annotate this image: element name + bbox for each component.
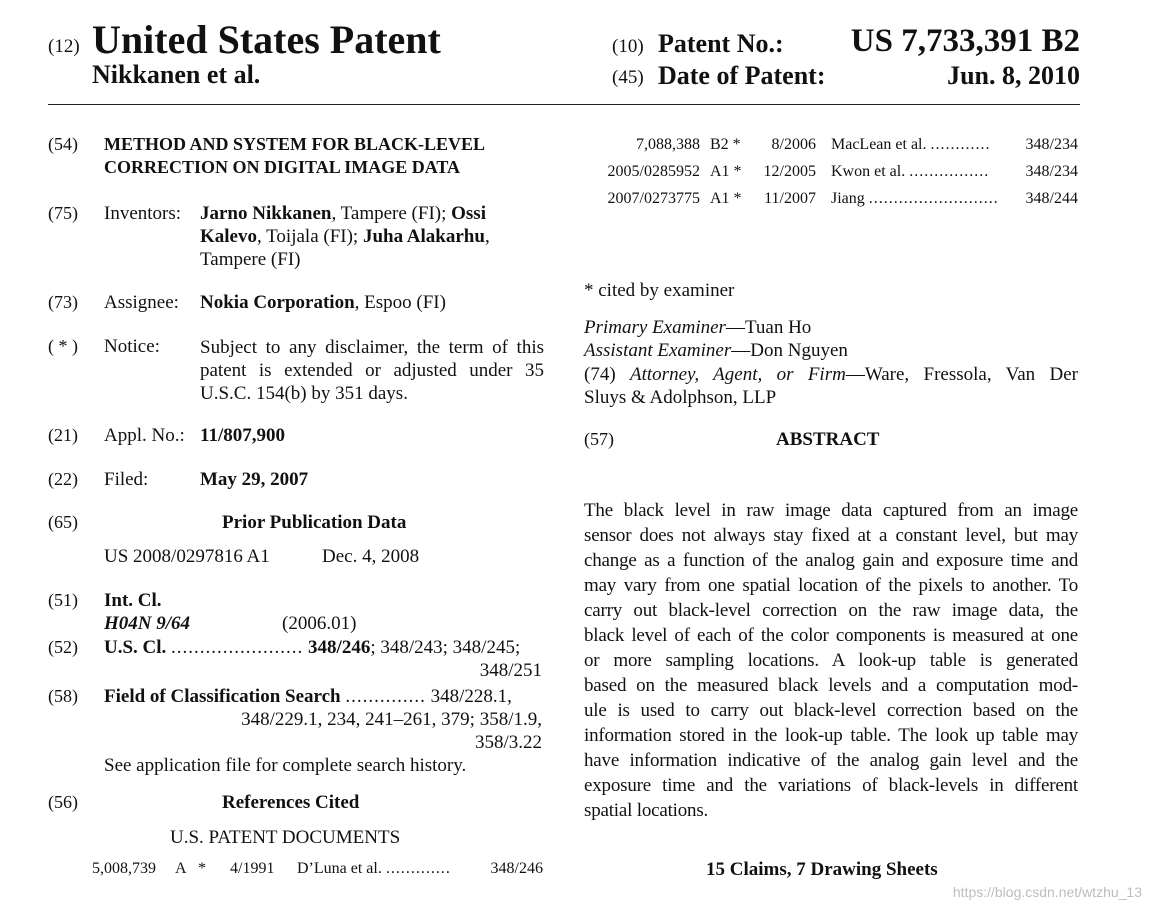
attorney-line1 [584, 363, 1078, 386]
ref-1-kind: B2 * [710, 136, 741, 153]
attorney-firm-part1: —Ware, Fressola, Van Der [845, 364, 1079, 385]
abstract-line: carry out black-level correction on the raw image data, the [584, 600, 1078, 621]
filed-code: (22) [48, 469, 78, 489]
ref-left-inventor: D’Luna et al. [297, 860, 382, 877]
attorney-line2: Sluys & Adolphson, LLP [584, 387, 777, 408]
ref-3-kind: A1 * [710, 190, 742, 207]
notice-text [200, 336, 544, 405]
ref-3-number: 2007/0273775 [607, 190, 700, 207]
ref-2-class: 348/234 [1025, 163, 1078, 180]
header-rule [48, 104, 1080, 105]
invention-title-line2: CORRECTION ON DIGITAL IMAGE DATA [104, 157, 461, 177]
ref-left-name [297, 860, 451, 878]
intcl-label: Int. Cl. [104, 590, 162, 611]
inventor-2-first: Ossi [451, 203, 486, 224]
uscl-line2: 348/251 [479, 660, 542, 681]
uscl-leader: ....................... [171, 637, 304, 658]
assignee [200, 292, 446, 314]
assistant-examiner-label: Assistant Examiner [584, 340, 732, 361]
inventor-short: Nikkanen et al. [92, 60, 261, 89]
ref-2-leader: ................ [909, 163, 990, 180]
attorney-label: Attorney, Agent, or Firm [630, 364, 846, 385]
invention-title-line1: METHOD AND SYSTEM FOR BLACK-LEVEL [104, 134, 486, 154]
ref-3-inventor: Jiang [831, 190, 865, 207]
ref-3-name [831, 190, 999, 208]
attorney [584, 363, 1078, 409]
refs-code: (56) [48, 792, 78, 812]
code-45: (45) [612, 67, 644, 88]
notice-code: ( * ) [48, 336, 78, 356]
primary-examiner-name: —Tuan Ho [725, 317, 812, 338]
abstract-code: (57) [584, 429, 614, 449]
patent-number: US 7,733,391 B2 [850, 23, 1080, 59]
uscl-rest: ; 348/243; 348/245; [370, 637, 521, 658]
doc-type-title: United States Patent [92, 17, 441, 62]
attorney-code: (74) [584, 364, 616, 385]
abstract-line: ule is used to carry out black-level correction based on the [584, 700, 1078, 721]
assignee-location: , Espoo (FI) [354, 292, 446, 313]
prior-date: Dec. 4, 2008 [322, 546, 420, 567]
prior-heading: Prior Publication Data [222, 512, 407, 533]
prior-code: (65) [48, 512, 78, 532]
inventor-3-location: Tampere (FI) [200, 249, 301, 270]
inventor-3-name: Juha Alakarhu [362, 226, 485, 247]
assignee-name: Nokia Corporation [200, 292, 355, 313]
ref-2-inventor: Kwon et al. [831, 163, 906, 180]
field-code: (58) [48, 686, 78, 706]
ref-1-inventor: MacLean et al. [831, 136, 927, 153]
notice-line-1: Subject to any disclaimer, the term of this [200, 337, 544, 358]
abstract-line: exposure time and the variations of black-levels in different [584, 775, 1078, 796]
field-line2: 348/229.1, 234, 241–261, 379; 358/1.9, [241, 709, 542, 730]
ref-2-date: 12/2005 [763, 163, 816, 180]
intcl-class: H04N 9/64 [104, 613, 191, 634]
primary-examiner [584, 317, 811, 339]
appl-label: Appl. No.: [104, 425, 185, 446]
patent-date: Jun. 8, 2010 [947, 61, 1080, 90]
inventors-line2 [200, 226, 490, 248]
ref-3-leader: .......................... [868, 190, 999, 207]
ref-left-date: 4/1991 [230, 860, 275, 877]
field-note: See application file for complete search history. [104, 755, 467, 776]
abstract-text [584, 498, 1078, 823]
watermark: https://blog.csdn.net/wtzhu_13 [952, 884, 1142, 900]
abstract-line: black level of each of the color components is measured at one [584, 625, 1078, 646]
patent-no-label: Patent No.: [658, 29, 784, 58]
cited-note: * cited by examiner [584, 280, 735, 301]
inventors-label: Inventors: [104, 203, 182, 224]
us-docs-heading: U.S. PATENT DOCUMENTS [170, 827, 401, 848]
assignee-label: Assignee: [104, 292, 179, 313]
inventor-1-name: Jarno Nikkanen [200, 203, 332, 224]
ref-left-kind: A [175, 860, 187, 877]
field-label: Field of Classification Search [104, 686, 341, 707]
abstract-line: The black level in raw image data captured from an image [584, 500, 1078, 521]
abstract-line: information stored in the look-up table. The look up table may [584, 725, 1078, 746]
ref-2-kind: A1 * [710, 163, 742, 180]
ref-left-star: * [198, 860, 206, 877]
inventors-code: (75) [48, 203, 78, 223]
inventors-line1 [200, 203, 486, 225]
inventor-3-sep: , [484, 226, 490, 247]
intcl-version: (2006.01) [282, 613, 357, 634]
uscl-main: 348/246 [308, 637, 371, 658]
assistant-examiner [584, 340, 848, 362]
uscl-code: (52) [48, 637, 78, 657]
abstract-line: or more sampling locations. A look-up table is generated [584, 650, 1078, 671]
ref-1-name [831, 136, 991, 154]
notice-line-2: patent is extended or adjusted under 35 [200, 360, 544, 381]
abstract-line: change as a function of the analog gain and exposure time and [584, 550, 1078, 571]
abstract-line: may vary from one spatial location of the pixels to another. To [584, 575, 1078, 596]
appl-code: (21) [48, 425, 78, 445]
ref-left-leader: ............. [385, 860, 451, 877]
ref-3-date: 11/2007 [764, 190, 816, 207]
ref-left-class: 348/246 [490, 860, 543, 877]
date-label: Date of Patent: [658, 61, 826, 90]
appl-number: 11/807,900 [200, 425, 285, 446]
abstract-line: have information indicative of the analog gain level and the [584, 750, 1078, 771]
prior-publication: US 2008/0297816 A1 [104, 546, 270, 567]
abstract-line: based on the measured black levels and a computation mod- [584, 675, 1078, 696]
filed-date: May 29, 2007 [200, 469, 309, 490]
abstract-line: sensor does not always stay fixed at a constant level, but may [584, 525, 1078, 546]
field-line1 [104, 686, 512, 708]
primary-examiner-label: Primary Examiner [584, 317, 726, 338]
ref-2-name [831, 163, 989, 181]
abstract-line: spatial locations. [584, 800, 709, 821]
uscl-line1 [104, 637, 520, 659]
ref-2-number: 2005/0285952 [607, 163, 700, 180]
code-12: (12) [48, 36, 80, 57]
ref-3-class: 348/244 [1025, 190, 1078, 207]
inventor-1-location: , Tampere (FI); [331, 203, 452, 224]
field-first: 348/228.1, [430, 686, 512, 707]
inventor-2-location: , Toijala (FI); [257, 226, 363, 247]
filed-label: Filed: [104, 469, 149, 490]
ref-1-date: 8/2006 [771, 136, 816, 153]
abstract-heading: ABSTRACT [776, 429, 880, 450]
inventor-2-last: Kalevo [200, 226, 257, 247]
field-leader: .............. [345, 686, 426, 707]
uscl-label: U.S. Cl. [104, 637, 167, 658]
title-code: (54) [48, 134, 78, 154]
notice-label: Notice: [104, 336, 160, 357]
ref-1-class: 348/234 [1025, 136, 1078, 153]
field-line3: 358/3.22 [474, 732, 542, 753]
notice-line-3: U.S.C. 154(b) by 351 days. [200, 383, 408, 404]
code-10: (10) [612, 36, 644, 57]
assistant-examiner-name: —Don Nguyen [731, 340, 848, 361]
ref-left-number: 5,008,739 [92, 860, 156, 877]
ref-1-number: 7,088,388 [636, 136, 700, 153]
ref-1-leader: ............ [930, 136, 991, 153]
refs-heading: References Cited [222, 792, 360, 813]
claims-summary: 15 Claims, 7 Drawing Sheets [706, 859, 938, 880]
assignee-code: (73) [48, 292, 78, 312]
intcl-code: (51) [48, 590, 78, 610]
